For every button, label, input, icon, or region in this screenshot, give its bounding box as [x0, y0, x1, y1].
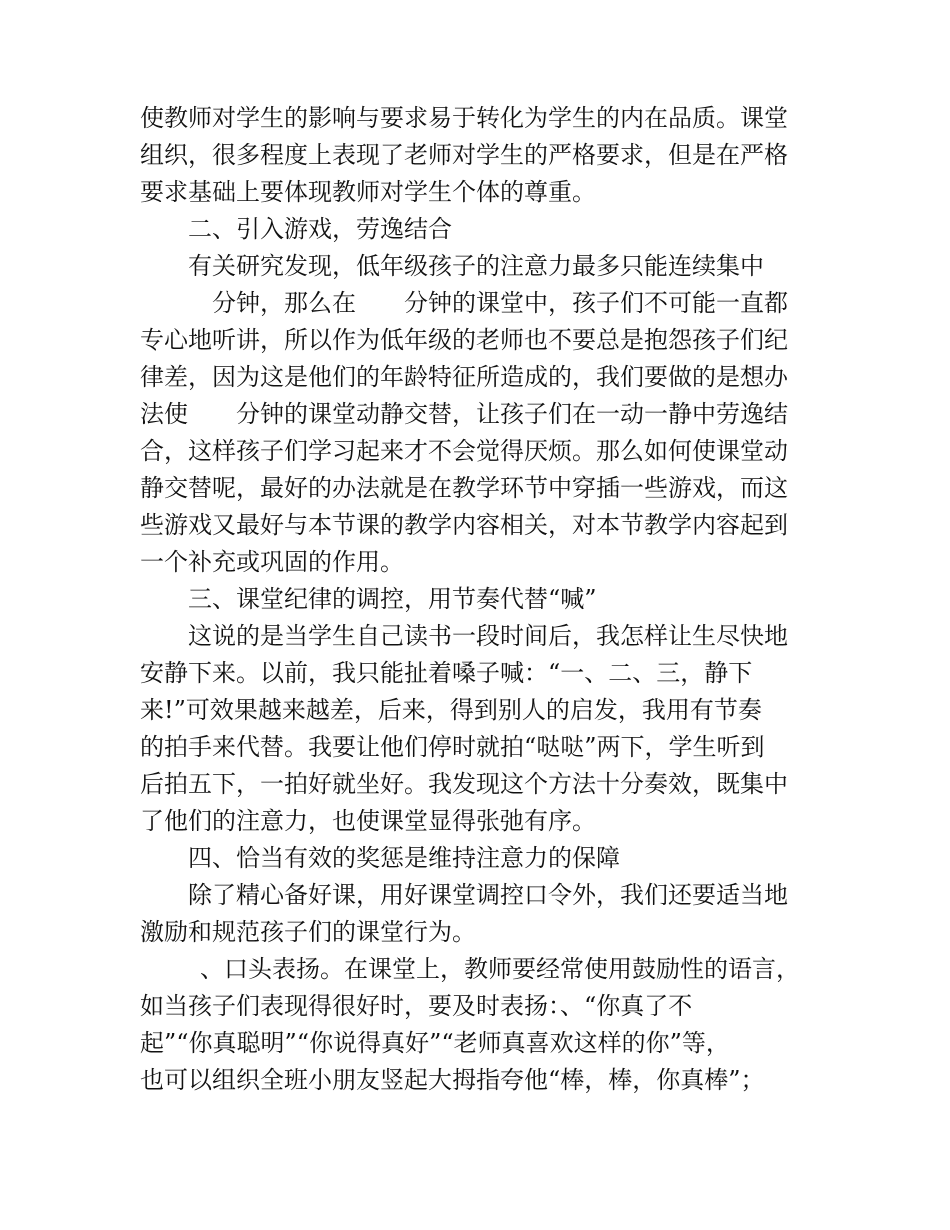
text-line: 一个补充或巩固的作用。 — [140, 548, 404, 576]
text-line: 分钟，那么在 分钟的课堂中，孩子们不可能一直都 — [164, 289, 788, 317]
text-line: 合，这样孩子们学习起来才不会觉得厌烦。那么如何使课堂动 — [140, 437, 788, 465]
text-line: 、口头表扬。在课堂上，教师要经常使用鼓励性的语言， — [200, 955, 800, 983]
text-line: 也可以组织全班小朋友竖起大拇指夸他“棒，棒，你真棒”； — [140, 1066, 765, 1094]
text-line: 二、引入游戏，劳逸结合 — [188, 215, 452, 243]
text-line: 四、恰当有效的奖惩是维持注意力的保障 — [188, 844, 620, 872]
document-body — [140, 100, 830, 1099]
text-line: 使教师对学生的影响与要求易于转化为学生的内在品质。课堂 — [140, 104, 788, 132]
text-line: 要求基础上要体现教师对学生个体的尊重。 — [140, 178, 596, 206]
text-line: 法使 分钟的课堂动静交替，让孩子们在一动一静中劳逸结 — [140, 400, 788, 428]
text-line: 律差，因为这是他们的年龄特征所造成的，我们要做的是想办 — [140, 363, 788, 391]
text-line: 如当孩子们表现得很好时，要及时表扬：、“你真了不 — [140, 992, 693, 1020]
text-line: 后拍五下，一拍好就坐好。我发现这个方法十分奏效，既集中 — [140, 770, 788, 798]
text-line: 三、课堂纪律的调控，用节奏代替“喊” — [188, 585, 597, 613]
text-line: 除了精心备好课，用好课堂调控口令外，我们还要适当地 — [188, 881, 788, 909]
text-line: 安静下来。以前，我只能扯着嗓子喊：“一、二、三，静下 — [140, 659, 753, 687]
text-line: 有关研究发现，低年级孩子的注意力最多只能连续集中 — [188, 252, 764, 280]
text-line: 了他们的注意力，也使课堂显得张弛有序。 — [140, 807, 596, 835]
text-line: 组织，很多程度上表现了老师对学生的严格要求，但是在严格 — [140, 141, 788, 169]
text-line: 起”“你真聪明”“你说得真好”“老师真喜欢这样的你”等， — [140, 1029, 730, 1057]
text-line: 专心地听讲，所以作为低年级的老师也不要总是抱怨孩子们纪 — [140, 326, 788, 354]
text-line: 的拍手来代替。我要让他们停时就拍“哒哒”两下，学生听到 — [140, 733, 765, 761]
text-line: 来!”可效果越来越差，后来，得到别人的启发，我用有节奏 — [140, 696, 762, 724]
text-line: 静交替呢，最好的办法就是在教学环节中穿插一些游戏，而这 — [140, 474, 788, 502]
text-line: 些游戏又最好与本节课的教学内容相关，对本节教学内容起到 — [140, 511, 788, 539]
text-line: 激励和规范孩子们的课堂行为。 — [140, 918, 476, 946]
text-line: 这说的是当学生自己读书一段时间后，我怎样让生尽快地 — [188, 622, 788, 650]
